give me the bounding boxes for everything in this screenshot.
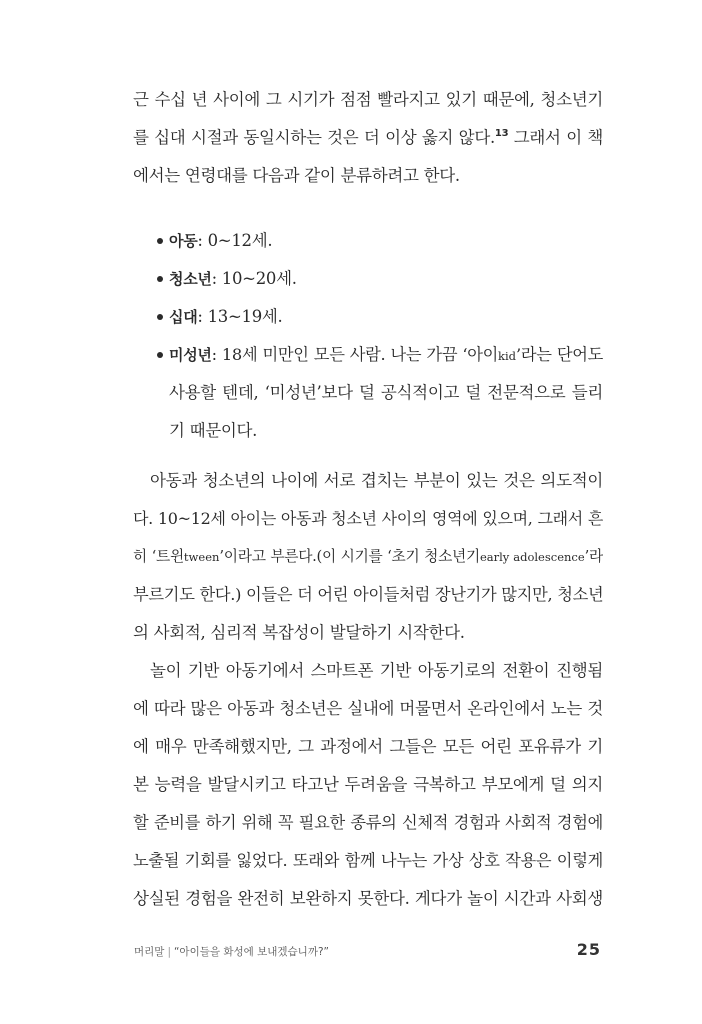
- intro-line-2-text: 를 십대 시절과 동일시하는 것은 더 이상 옳지 않다.: [133, 128, 495, 147]
- intro-line-2: [133, 119, 603, 157]
- running-footer: [134, 944, 329, 959]
- bullet-icon: [157, 276, 163, 282]
- footnote-reference[interactable]: 13: [494, 128, 509, 139]
- definition-minor-line-3: 기 때문이다.: [169, 421, 258, 440]
- list-item-adolescent: [133, 260, 603, 298]
- footer-separator: |: [167, 946, 171, 958]
- overlap-line-2: 다. 10~12세 아이는 아동과 청소년 사이의 영역에 있으며, 그래서 흔: [133, 509, 603, 528]
- overlap-line-3-b: ’이라고 부른다.(이 시기를 ‘초기 청소년기: [219, 548, 480, 565]
- transition-paragraph: [133, 652, 603, 918]
- footer-section: 머리말: [134, 946, 165, 958]
- definition-minor-part1: : 18세 미만인 모든 사람. 나는 가끔 ‘아이: [211, 345, 499, 364]
- overlap-line-3-c: ’라: [584, 548, 603, 565]
- english-gloss-early-adolescence: early adolescence: [479, 550, 585, 564]
- age-definition-list: [133, 222, 603, 450]
- bullet-icon: [157, 238, 163, 244]
- transition-line-7: 상실된 경험을 완전히 보완하지 못한다. 게다가 놀이 시간과 사회생: [133, 889, 603, 908]
- transition-line-2: 에 따라 많은 아동과 청소년은 실내에 머물면서 온라인에서 노는 것: [133, 699, 603, 718]
- bullet-icon: [157, 314, 163, 320]
- definition-adolescent: : 10~20세.: [211, 269, 297, 288]
- term-minor: 미성년: [169, 346, 212, 364]
- intro-line-3: 에서는 연령대를 다음과 같이 분류하려고 한다.: [133, 166, 460, 185]
- overlap-line-4: 부르기도 한다.) 이들은 더 어린 아이들처럼 장난기가 많지만, 청소년: [133, 585, 603, 604]
- page-number: 25: [576, 940, 601, 959]
- term-child: 아동: [169, 232, 198, 250]
- footer-title: “아이들을 화성에 보내겠습니까?”: [173, 946, 329, 958]
- english-gloss-tween: tween: [183, 550, 220, 564]
- transition-line-5: 할 준비를 하기 위해 꼭 필요한 종류의 신체적 경험과 사회적 경험에: [133, 813, 603, 832]
- intro-line-1: 근 수십 년 사이에 그 시기가 점점 빨라지고 있기 때문에, 청소년기: [133, 90, 603, 109]
- list-item-child: [133, 222, 603, 260]
- overlap-paragraph: [133, 462, 603, 652]
- overlap-line-3: [133, 538, 603, 576]
- term-teen: 십대: [169, 308, 198, 326]
- definition-child: : 0~12세.: [197, 231, 273, 250]
- list-item-minor: [133, 336, 603, 450]
- english-gloss-kid: kid: [498, 349, 517, 363]
- overlap-line-3-a: 히 ‘트윈: [133, 548, 184, 565]
- overlap-line-5: 의 사회적, 심리적 복잡성이 발달하기 시작한다.: [133, 623, 465, 642]
- intro-line-2-tail: 그래서 이 책: [508, 128, 603, 147]
- list-item-teen: [133, 298, 603, 336]
- definition-minor-part2: ’라는 단어도: [516, 345, 603, 364]
- transition-line-4: 본 능력을 발달시키고 타고난 두려움을 극복하고 부모에게 덜 의지: [133, 775, 603, 794]
- term-adolescent: 청소년: [169, 270, 212, 288]
- overlap-line-1: 아동과 청소년의 나이에 서로 겹치는 부분이 있는 것은 의도적이: [150, 471, 603, 490]
- transition-line-6: 노출될 기회를 잃었다. 또래와 함께 나누는 가상 상호 작용은 이렇게: [133, 851, 603, 870]
- bullet-icon: [157, 352, 163, 358]
- definition-teen: : 13~19세.: [197, 307, 283, 326]
- intro-paragraph: [133, 81, 603, 195]
- transition-line-3: 에 매우 만족해했지만, 그 과정에서 그들은 모든 어린 포유류가 기: [133, 737, 603, 756]
- definition-minor-line-2: 사용할 텐데, ‘미성년’보다 덜 공식적이고 덜 전문적으로 들리: [169, 383, 603, 402]
- transition-line-1: 놀이 기반 아동기에서 스마트폰 기반 아동기로의 전환이 진행됨: [150, 661, 603, 680]
